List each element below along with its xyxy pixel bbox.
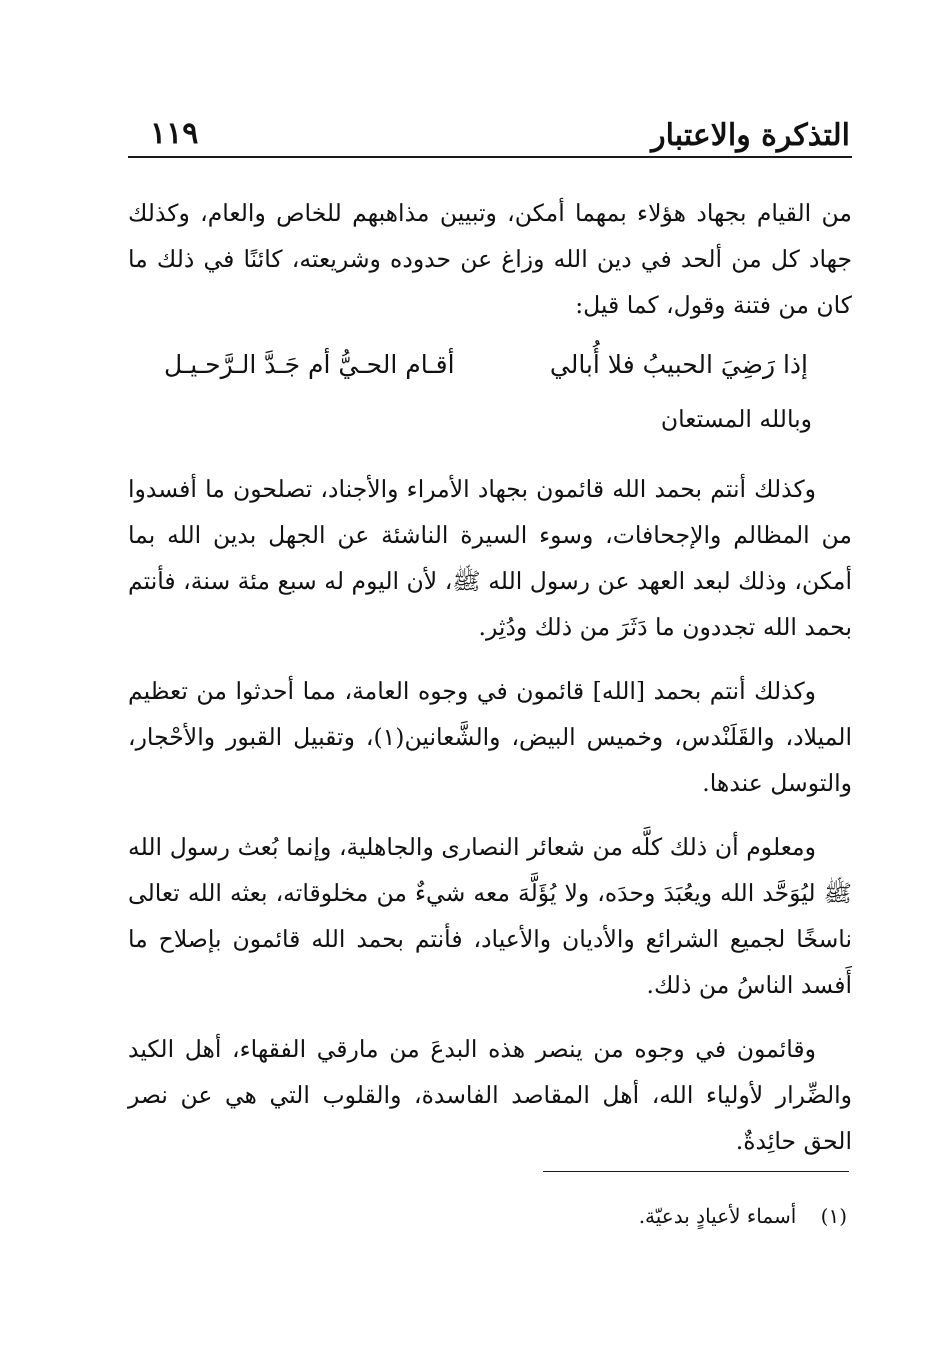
paragraph-3: وكذلك أنتم بحمد [الله] قائمون في وجوه العامة، مما أحدثوا من تعظيم الميلاد، والقَلَنْدس، وخميس البيض، والشَّعانين(١)، وتقبيل القبور والأحْجار، والتوسل عندها. bbox=[128, 677, 852, 797]
paragraph-gap bbox=[128, 448, 852, 466]
page-body bbox=[128, 190, 852, 1164]
poem-hemistich-second: أقـام الحـيُّ أم جَـدَّ الـرَّحـيـل bbox=[164, 350, 455, 379]
footnote-divider bbox=[543, 1171, 849, 1172]
closing-phrase: وبالله المستعان bbox=[660, 405, 812, 433]
page-number: ١١٩ bbox=[150, 116, 199, 151]
paragraph-5: وقائمون في وجوه من ينصر هذه البدعَ من مارقي الفقهاء، أهل الكيد والضِّرار لأولياء الله، أهل المقاصد الفاسدة، والقلوب التي هي عن نصر الحق حائِدةٌ. bbox=[128, 1035, 852, 1155]
poem-hemistich-first: إذا رَضِيَ الحبيبُ فلا أُبالي bbox=[549, 350, 808, 379]
paragraph-gap bbox=[128, 806, 852, 824]
footnote-marker: (١) bbox=[820, 1204, 847, 1228]
paragraph-gap bbox=[128, 650, 852, 668]
running-title: التذكرة والاعتبار bbox=[651, 118, 850, 153]
paragraph-4: ومعلوم أن ذلك كلَّه من شعائر النصارى والجاهلية، وإنما بُعث رسول الله ﷺ ليُوَحَّد الله ويعُبَدَ وحدَه، ولا يُؤَلَّهَ معه شيءٌ من مخلوقاته، بعثه الله تعالى ناسخًا لجميع الشرائع والأديان والأعياد، فأنتم بحمد الله قائمون بإصلاح ما أَفسد الناسُ من ذلك. bbox=[128, 833, 852, 999]
paragraph-gap bbox=[128, 1008, 852, 1026]
paragraph-2: وكذلك أنتم بحمد الله قائمون بجهاد الأمراء والأجناد، تصلحون ما أفسدوا من المظالم والإجحافات، وسوء السيرة الناشئة عن الجهل بدين الله بما أمكن، وذلك لبعد العهد عن رسول الله ﷺ، لأن اليوم له سبع مئة سنة، فأنتم بحمد الله تجددون ما دَثَرَ من ذلك ودُثِر. bbox=[128, 475, 852, 641]
footnote bbox=[639, 1204, 847, 1228]
paragraph-1: من القيام بجهاد هؤلاء بمهما أمكن، وتبيين مذاهبهم للخاص والعام، وكذلك جهاد كل من ألحد في دين الله وزاغ عن حدوده وشريعته، كائنًا في ذلك ما كان من فتنة وقول، كما قيل: bbox=[128, 199, 852, 319]
page-header bbox=[128, 112, 852, 158]
poem-verse bbox=[128, 342, 852, 388]
footnote-text: أسماء لأعيادٍ بدعيّة. bbox=[638, 1204, 797, 1228]
